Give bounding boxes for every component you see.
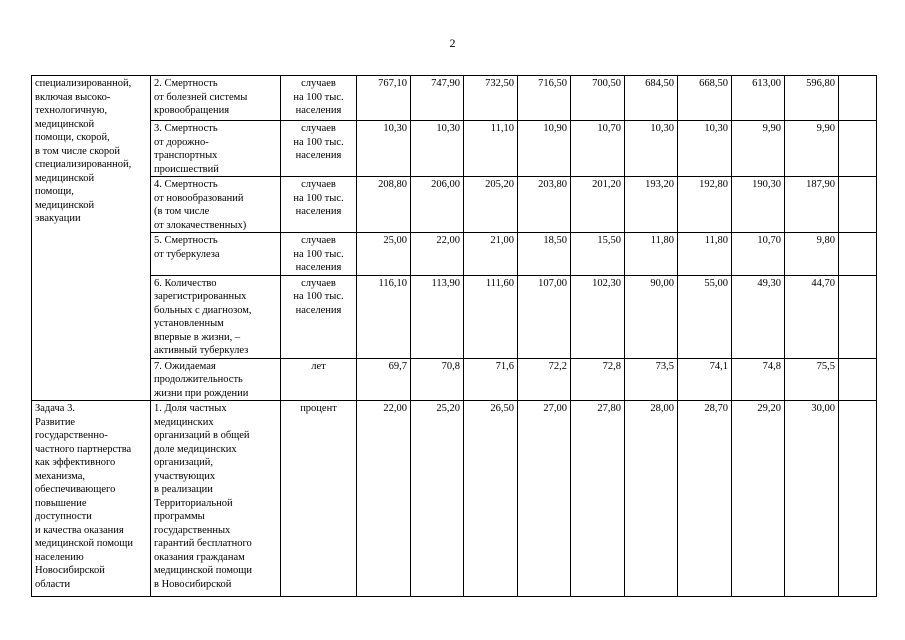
table-row — [32, 233, 877, 276]
indicator-name: 5. Смертность от туберкулеза — [154, 235, 220, 260]
value-cell: 74,8 — [732, 358, 785, 401]
unit-label: случаев на 100 тыс. населения — [293, 123, 344, 161]
value-cell: 187,90 — [785, 177, 839, 233]
value-cell: 29,20 — [732, 401, 785, 597]
empty-cell — [839, 233, 877, 276]
value-cell: 10,30 — [357, 121, 411, 177]
unit-cell — [281, 121, 357, 177]
unit-label: случаев на 100 тыс. населения — [293, 235, 344, 273]
value-cell: 190,30 — [732, 177, 785, 233]
value-cell: 10,90 — [518, 121, 571, 177]
value-cell: 193,20 — [625, 177, 678, 233]
indicators-table — [31, 75, 877, 597]
value-cell: 11,80 — [625, 233, 678, 276]
indicator-cell — [151, 76, 281, 121]
value-cell: 9,80 — [785, 233, 839, 276]
unit-cell — [281, 401, 357, 597]
value-cell: 18,50 — [518, 233, 571, 276]
indicator-cell — [151, 401, 281, 597]
value-cell: 10,30 — [678, 121, 732, 177]
value-cell: 69,7 — [357, 358, 411, 401]
value-cell: 90,00 — [625, 275, 678, 358]
value-cell: 27,00 — [518, 401, 571, 597]
empty-cell — [839, 358, 877, 401]
value-cell: 49,30 — [732, 275, 785, 358]
value-cell: 747,90 — [411, 76, 464, 121]
value-cell: 116,10 — [357, 275, 411, 358]
value-cell: 74,1 — [678, 358, 732, 401]
value-cell: 70,8 — [411, 358, 464, 401]
value-cell: 22,00 — [357, 401, 411, 597]
value-cell: 9,90 — [732, 121, 785, 177]
value-cell: 201,20 — [571, 177, 625, 233]
indicator-cell — [151, 121, 281, 177]
table-row — [32, 275, 877, 358]
empty-cell — [839, 401, 877, 597]
indicator-name: 2. Смертность от болезней системы кровообращения — [154, 78, 248, 116]
value-cell: 26,50 — [464, 401, 518, 597]
value-cell: 25,00 — [357, 233, 411, 276]
value-cell: 55,00 — [678, 275, 732, 358]
value-cell: 75,5 — [785, 358, 839, 401]
value-cell: 206,00 — [411, 177, 464, 233]
unit-label: процент — [300, 403, 337, 414]
value-cell: 192,80 — [678, 177, 732, 233]
value-cell: 205,20 — [464, 177, 518, 233]
unit-cell — [281, 358, 357, 401]
indicator-name: 3. Смертность от дорожно- транспортных происшествий — [154, 123, 219, 175]
indicator-cell — [151, 233, 281, 276]
value-cell: 71,6 — [464, 358, 518, 401]
value-cell: 30,00 — [785, 401, 839, 597]
value-cell: 9,90 — [785, 121, 839, 177]
value-cell: 10,70 — [571, 121, 625, 177]
unit-label: случаев на 100 тыс. населения — [293, 179, 344, 217]
value-cell: 10,70 — [732, 233, 785, 276]
value-cell: 10,30 — [411, 121, 464, 177]
unit-label: случаев на 100 тыс. населения — [293, 277, 344, 316]
value-cell: 27,80 — [571, 401, 625, 597]
value-cell: 11,80 — [678, 233, 732, 276]
value-cell: 25,20 — [411, 401, 464, 597]
table-row — [32, 358, 877, 401]
value-cell: 28,00 — [625, 401, 678, 597]
unit-cell — [281, 233, 357, 276]
table-row — [32, 401, 877, 597]
table-body — [32, 76, 877, 597]
table-row — [32, 121, 877, 177]
empty-cell — [839, 177, 877, 233]
indicator-name: 1. Доля частных медицинских организаций в общей доле медицинских организаций, участвующих в реализации Территориальной программы государственных гарантий бесплатного оказания гражданам медицинской помощи в Новосибирской — [154, 403, 252, 590]
table-row — [32, 76, 877, 121]
value-cell: 732,50 — [464, 76, 518, 121]
value-cell: 111,60 — [464, 275, 518, 358]
task-cell — [32, 401, 151, 597]
value-cell: 684,50 — [625, 76, 678, 121]
empty-cell — [839, 76, 877, 121]
value-cell: 44,70 — [785, 275, 839, 358]
value-cell: 203,80 — [518, 177, 571, 233]
value-cell: 596,80 — [785, 76, 839, 121]
task-description: Задача 3. Развитие государственно- частного партнерства как эффективного механизма, обеспечивающего повышение доступности и качества оказания медицинской помощи населению Новосибирской области — [35, 403, 133, 590]
empty-cell — [839, 121, 877, 177]
indicator-name: 7. Ожидаемая продолжительность жизни при рождении — [154, 360, 249, 399]
empty-cell — [839, 275, 877, 358]
value-cell: 113,90 — [411, 275, 464, 358]
value-cell: 15,50 — [571, 233, 625, 276]
task-description: специализированной, включая высоко- технологичную, медицинской помощи, скорой, в том числе скорой специализированной, медицинской помощи, медицинской эвакуации — [35, 78, 132, 224]
indicator-cell — [151, 275, 281, 358]
unit-cell — [281, 177, 357, 233]
value-cell: 668,50 — [678, 76, 732, 121]
value-cell: 28,70 — [678, 401, 732, 597]
unit-label: лет — [311, 360, 326, 372]
task-cell — [32, 76, 151, 401]
value-cell: 102,30 — [571, 275, 625, 358]
table-row — [32, 177, 877, 233]
value-cell: 22,00 — [411, 233, 464, 276]
indicator-cell — [151, 358, 281, 401]
value-cell: 613,00 — [732, 76, 785, 121]
value-cell: 72,2 — [518, 358, 571, 401]
indicator-name: 4. Смертность от новообразований (в том числе от злокачественных) — [154, 179, 247, 231]
value-cell: 72,8 — [571, 358, 625, 401]
value-cell: 21,00 — [464, 233, 518, 276]
value-cell: 11,10 — [464, 121, 518, 177]
value-cell: 73,5 — [625, 358, 678, 401]
value-cell: 767,10 — [357, 76, 411, 121]
value-cell: 716,50 — [518, 76, 571, 121]
unit-label: случаев на 100 тыс. населения — [293, 78, 344, 116]
indicator-cell — [151, 177, 281, 233]
indicator-name: 6. Количество зарегистрированных больных с диагнозом, установленным впервые в жизни, – активный туберкулез — [154, 277, 252, 356]
unit-cell — [281, 76, 357, 121]
value-cell: 10,30 — [625, 121, 678, 177]
unit-cell — [281, 275, 357, 358]
value-cell: 208,80 — [357, 177, 411, 233]
value-cell: 107,00 — [518, 275, 571, 358]
value-cell: 700,50 — [571, 76, 625, 121]
page-number: 2 — [449, 36, 456, 50]
